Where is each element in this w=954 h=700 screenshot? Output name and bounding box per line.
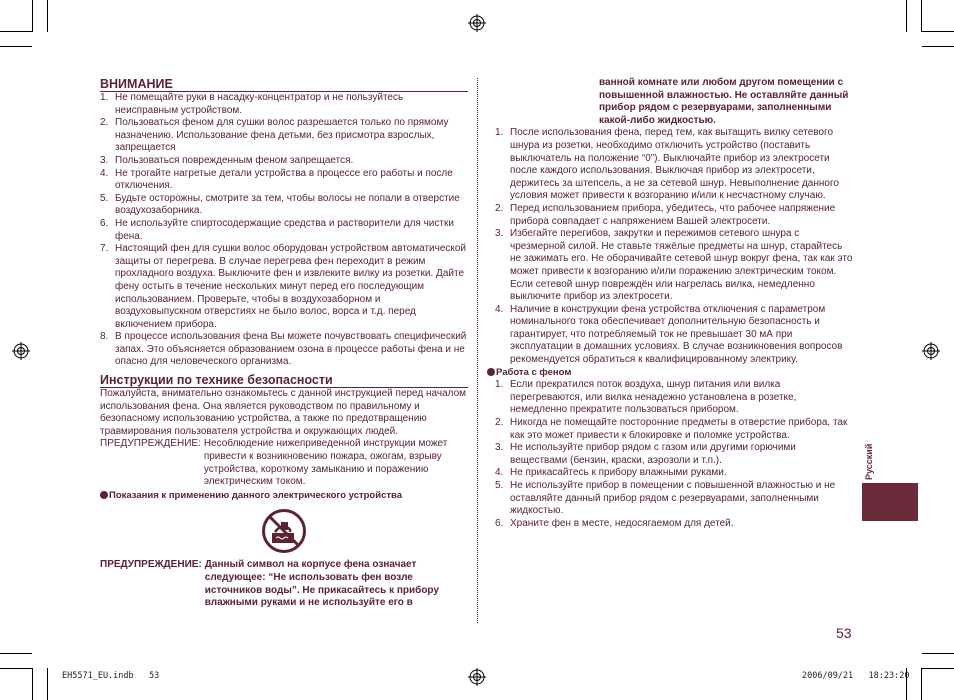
bullet-icon	[100, 491, 108, 499]
registration-mark-icon	[468, 14, 486, 32]
continued-warning-text: ванной комнате или любом другом помещении с повышенной влажностью. Не оставляйте данный прибор рядом с резервуарами, заполненными какой-либо жидкостью.	[599, 77, 849, 126]
list-item: 4. Наличие в конструкции фена устройства отключения с параметром номинального тока обеспечивает дополнительную безопасность и гарантирует, что потребляемый ток не превышает 30 мА при эксплуатации в домашних условиях. В случае возникновения вопросов рекомендуется обратиться к квалифицированному электрику.	[495, 303, 843, 366]
warning-list	[100, 92, 468, 369]
column-divider	[477, 78, 478, 623]
registration-mark-icon	[468, 668, 486, 686]
crop-mark	[47, 0, 48, 32]
list-item: 5. Будьте осторожны, смотрите за тем, чтобы волосы не попали в отверстие воздухозаборника.	[100, 192, 460, 217]
safety-list	[495, 127, 853, 366]
crop-mark	[922, 668, 954, 669]
crop-mark	[32, 0, 33, 32]
list-item: 3. Избегайте перегибов, закрутки и пережимов сетевого шнура с чрезмерной силой. Не ставьте тяжёлые предметы на шнур, старайтесь не зажимать его. Не оборачивайте сетевой шнур вокруг фена, так как это может привести к возгоранию и/или поражению электрическим током. Если сетевой шнур повреждён или нагрелась вилка, немедленно выключите прибор из электросети.	[495, 228, 853, 303]
list-item: 1. После использования фена, перед тем, как вытащить вилку сетевого шнура из розетки, необходимо отключить устройство (поставить выключатель на положение “0”). Выключайте прибор из электросети после каждого использования. Выключая прибор из электросети, держитесь за штепсель, а не за сетевой шнур. Невыполнение данного условия может привести к возгоранию и/или к несчастному случаю.	[495, 127, 839, 202]
symbol-warning-label: ПРЕДУПРЕЖДЕНИЕ:	[100, 559, 202, 571]
crop-mark	[47, 668, 48, 700]
working-list	[495, 379, 853, 530]
symbol-warning	[100, 559, 468, 609]
list-item: 4. Не трогайте нагретые детали устройства в процессе его работы и после отключения.	[100, 167, 453, 192]
symbol-warning-text: Данный символ на корпусе фена означает следующее: “Не использовать фен возле источников воды”. Не прикасайтесь к прибору влажными руками и не используйте его в	[204, 559, 439, 609]
footer-datetime: 2006/09/21 18:23:20	[802, 671, 910, 681]
crop-mark	[922, 653, 954, 654]
crop-mark	[32, 668, 33, 700]
registration-mark-icon	[922, 342, 940, 360]
left-column	[100, 77, 468, 610]
crop-mark	[0, 668, 32, 669]
list-item: 5. Не используйте прибор в помещении с повышенной влажностью и не оставляйте данный прибор рядом с резервуарами, заполненными жидкостью.	[495, 480, 836, 517]
safety-intro: Пожалуйста, внимательно ознакомьтесь с данной инструкцией перед началом использования фена. Она является руководством по правильному и безопасному использованию устройства, а также по предотвращению травмирования пользователя устройства и окружающих людей.	[100, 388, 467, 437]
list-item: 8. В процессе использования фена Вы можете почувствовать специфический запах. Это объясняется образованием озона в процессе работы фена и не опасно для человеческого организма.	[100, 331, 467, 368]
list-item: 2. Никогда не помещайте посторонние предметы в отверстие прибора, так как это может привести к блокировке и поломке устройства.	[495, 417, 848, 441]
right-column	[495, 77, 853, 530]
pre-warning	[100, 438, 468, 488]
list-item: 6. Храните фен в месте, недосягаемом для детей.	[495, 517, 734, 529]
list-item: 4. Не прикасайтесь к прибору влажными руками.	[495, 467, 727, 479]
page-number: 53	[836, 625, 852, 641]
crop-mark	[0, 653, 32, 654]
list-item: 3. Не используйте прибор рядом с газом или другими горючими веществами (бензин, краски, аэрозоли и т.п.).	[495, 442, 796, 466]
safety-heading: Инструкции по технике безопасности	[100, 373, 468, 388]
crop-mark	[922, 46, 954, 47]
crop-mark	[906, 0, 907, 32]
crop-mark	[922, 31, 954, 32]
crop-mark	[0, 46, 32, 47]
list-item: 1. Если прекратился поток воздуха, шнур питания или вилка перегреваются, или вилка ненадежно установлена в розетке, немедленно прекратите пользоваться прибором.	[495, 379, 797, 416]
list-item: 2. Пользоваться феном для сушки волос разрешается только по прямому назначению. Использование фена детьми, без присмотра взрослых, запрещается	[100, 117, 449, 154]
list-item: 6. Не используйте спиртосодержащие средства и растворители для чистки фена.	[100, 217, 454, 242]
no-water-hairdryer-icon	[259, 508, 309, 554]
list-item: 3. Пользоваться поврежденным феном запрещается.	[100, 154, 354, 166]
footer-file: EH5571_EU.indb 53	[62, 671, 160, 681]
list-item: 2. Перед использованием прибора, убедитесь, что рабочее напряжение прибора совпадает с напряжением Вашей электросети.	[495, 202, 836, 227]
language-side-label: Русский	[864, 443, 874, 480]
registration-mark-icon	[12, 342, 30, 360]
bullet-icon	[487, 368, 495, 376]
pre-warning-label: ПРЕДУПРЕЖДЕНИЕ:	[100, 438, 201, 450]
crop-mark	[921, 0, 922, 32]
language-side-tab	[862, 483, 918, 521]
pre-warning-text: Несоблюдение нижеприведенной инструкции может привести к возникновению пожара, ожогам, взрыву устройства, короткому замыканию и поражению электрическим током.	[203, 438, 448, 488]
crop-mark	[0, 31, 32, 32]
warning-heading: ВНИМАНИЕ	[100, 77, 468, 92]
list-item: 1. Не помещайте руки в насадку-концентратор и не пользуйтесь неисправным устройством.	[100, 92, 404, 116]
list-item: 7. Настоящий фен для сушки волос оборудован устройством автоматической защиты от перегрева. В случае перегрева фен переходит в режим прохладного воздуха. Выключите фен и извлеките вилку из розетки. Дайте фену остыть в течение нескольких минут перед его последующим использованием. Проверьте, чтобы в воздухозаборном и воздуховыпускном отверстиях не было волос, ворса и т.д. перед включением прибора.	[100, 243, 467, 330]
indication-heading: Показания к применению данного электрического устройства	[100, 490, 468, 503]
crop-mark	[921, 668, 922, 700]
working-heading: Работа с феном	[487, 367, 853, 380]
